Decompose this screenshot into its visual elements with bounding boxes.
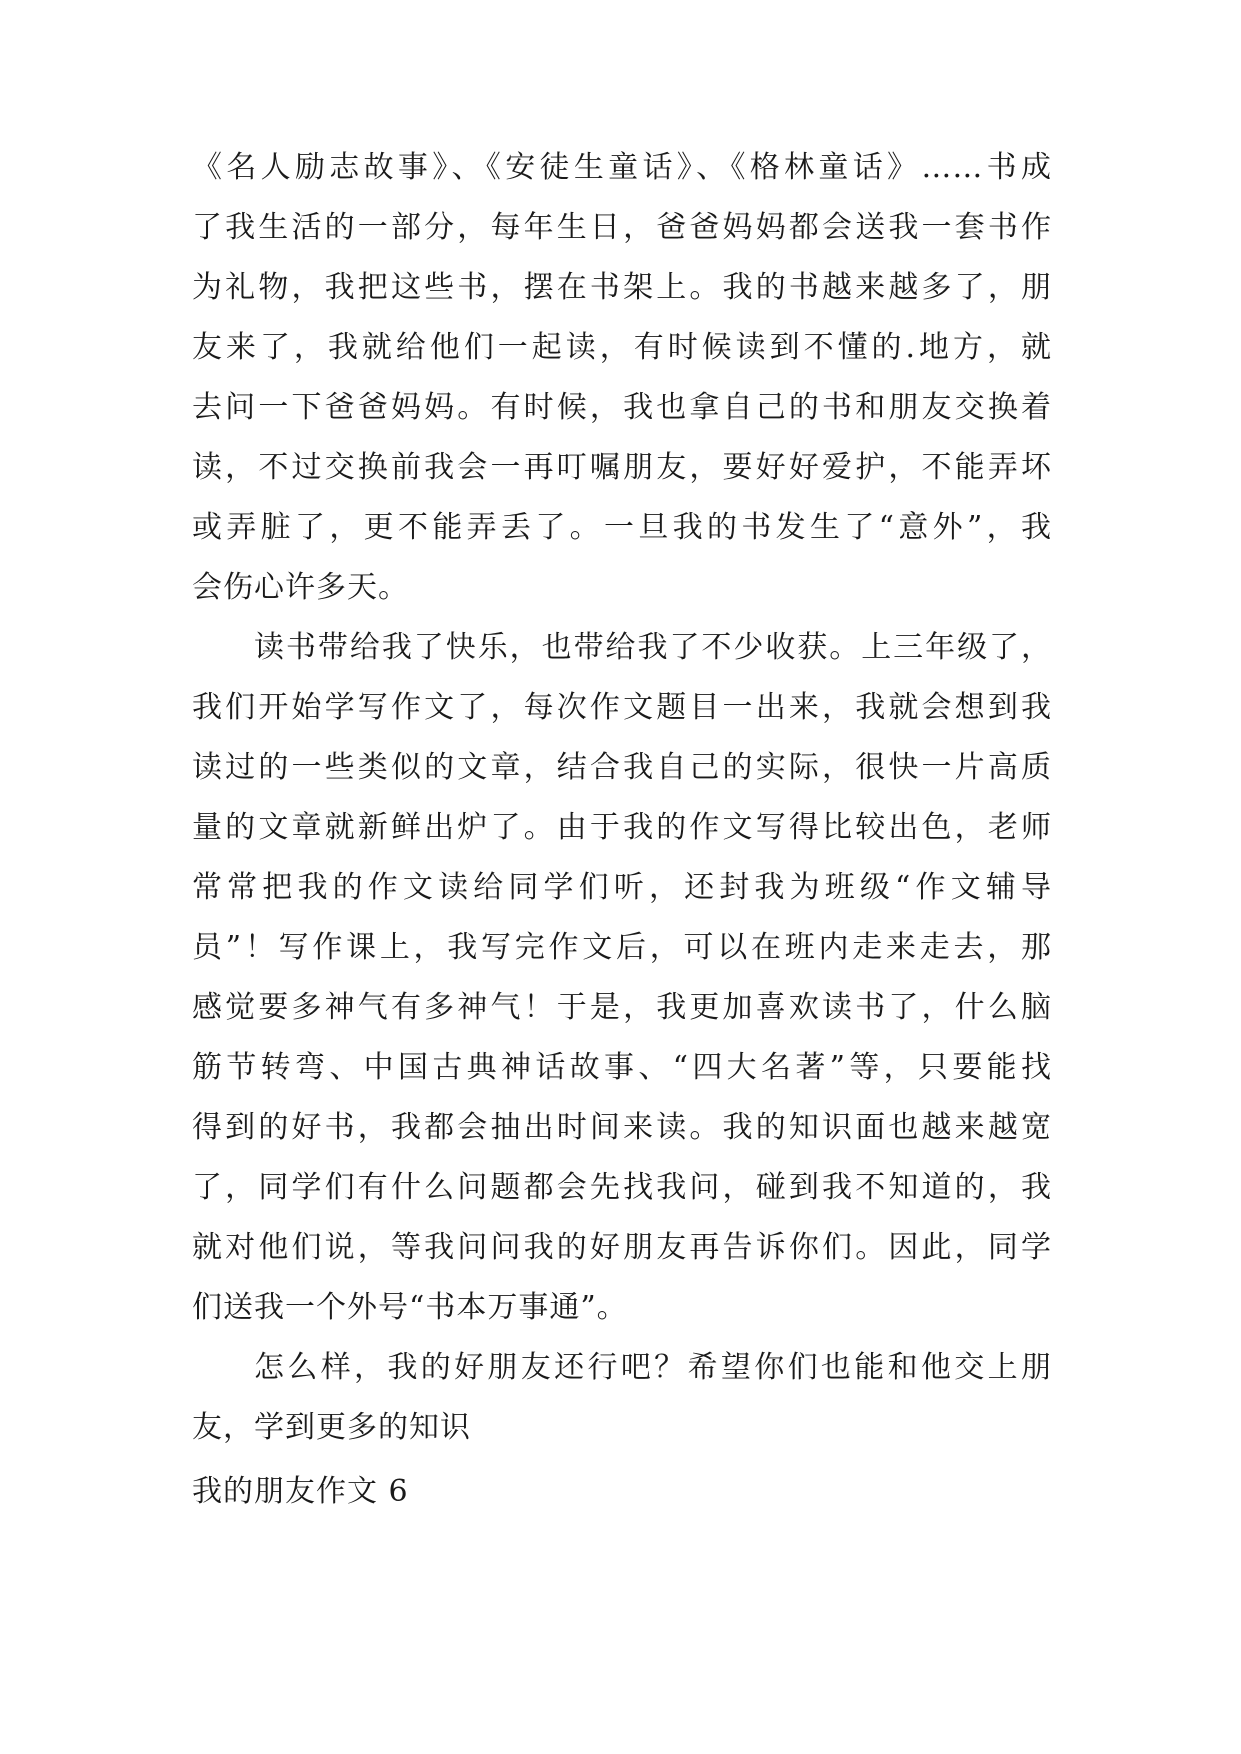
text-line: 友，学到更多的知识 [192,1410,471,1445]
text-line: 去问一下爸爸妈妈。有时候，我也拿自己的书和朋友交换着 [192,390,1052,425]
text-line: 筋节转弯、中国古典神话故事、“四大名著”等，只要能找 [192,1050,1052,1085]
paragraph-3 [192,1338,1052,1458]
text-line: 读过的一些类似的文章，结合我自己的实际，很快一片高质 [192,750,1052,785]
text-line: 们送我一个外号“书本万事通”。 [192,1290,628,1325]
text-line: 会伤心许多天。 [192,570,409,605]
paragraph-1 [192,138,1052,618]
text-line: 读，不过交换前我会一再叮嘱朋友，要好好爱护，不能弄坏 [192,450,1052,485]
text-line: 《名人励志故事》、《安徒生童话》、《格林童话》……书成 [192,150,1052,185]
text-line: 感觉要多神气有多神气！于是，我更加喜欢读书了，什么脑 [192,990,1052,1025]
text-line: 就对他们说，等我问问我的好朋友再告诉你们。因此，同学 [192,1230,1052,1265]
text-line: 得到的好书，我都会抽出时间来读。我的知识面也越来越宽 [192,1110,1052,1145]
text-line: 怎么样，我的好朋友还行吧？希望你们也能和他交上朋 [254,1350,1052,1385]
text-line: 常常把我的作文读给同学们听，还封我为班级“作文辅导 [192,870,1052,905]
text-line: 了我生活的一部分，每年生日，爸爸妈妈都会送我一套书作 [192,210,1052,245]
text-line: 为礼物，我把这些书，摆在书架上。我的书越来越多了，朋 [192,270,1052,305]
text-line: 量的文章就新鲜出炉了。由于我的作文写得比较出色，老师 [192,810,1052,845]
text-line: 或弄脏了，更不能弄丢了。一旦我的书发生了“意外”，我 [192,510,1052,545]
paragraph-2 [192,618,1052,1338]
text-line: 读书带给我了快乐，也带给我了不少收获。上三年级了， [254,630,1052,665]
text-line: 了，同学们有什么问题都会先找我问，碰到我不知道的，我 [192,1170,1052,1205]
next-article-title: 我的朋友作文 6 [192,1474,409,1509]
text-line: 员”！写作课上，我写完作文后，可以在班内走来走去，那 [192,930,1052,965]
text-line: 友来了，我就给他们一起读，有时候读到不懂的.地方，就 [192,330,1052,365]
text-line: 我们开始学写作文了，每次作文题目一出来，我就会想到我 [192,690,1052,725]
